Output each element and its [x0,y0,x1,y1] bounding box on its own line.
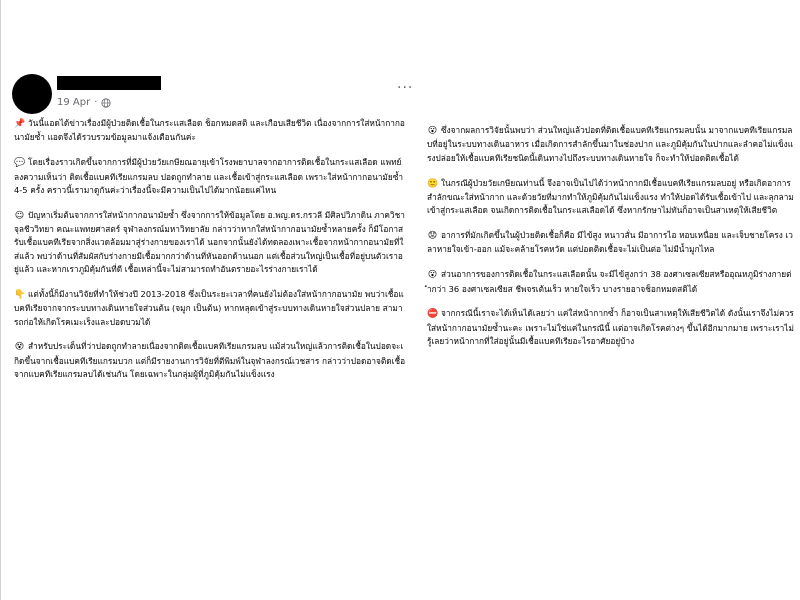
avatar[interactable] [12,74,52,114]
post-body-right-column [427,124,795,360]
paragraph-emoji-icon: 💬 [14,158,26,169]
post-paragraph [427,124,795,165]
paragraph-emoji-icon: 😟 [427,231,438,242]
post-body-left-column [14,117,406,393]
paragraph-emoji-icon: 🙂 [427,178,439,189]
paragraph-text: โดยเรื่องราวเกิดขึ้นจากการที่มีผู้ป่วยวัยเกษียณอายุเข้าโรงพยาบาลจากอาการติดเชื้อในกระแสเลือด แพทย์ลงความเห็นว่า ติดเชื้อแบคทีเรียแกรมลบ ปอดถูกทำลาย และเชื้อเข้าสู่กระแสเลือด เพราะใส่หน้ากากอนามัยซ้ำ 4-5 ครั้ง คราวนี้เรามาดูกันค่ะว่าเรื่องนี้จะมีความเป็นไปได้มากน้อยแค่ไหน [14,157,404,195]
post-paragraph [14,288,406,329]
paragraph-text: ปัญหาเริ่มต้นจากการใส่หน้ากากอนามัยซ้ำ ซึ่งจากการให้ข้อมูลโดย อ.พญ.ดร.กรวลี มีศิลปวิภาดิน ภาควิชาจุลชีววิทยา คณะแพทยศาสตร์ จุฬาลงกรณ์มหาวิทยาลัย กล่าวว่าหากใส่หน้ากากอนามัยซ้ำหลายครั้ง ก็มีโอกาสรับเชื้อแบคทีเรียจากสิ่งแวดล้อมมาสู่ร่างกายของเราได้ นอกจากนั้นยังได้ทดลองเพาะเชื้อจากหน้ากากอนามัยที่ใส่แล้ว พบว่าด้านที่สัมผัสกับร่างกายมีเชื้อมากกว่าด้านที่หันออกด้านนอก แต่เชื้อส่วนใหญ่เป็นเชื้อที่อยู่บนตัวเราอยู่แล้ว และหากเราภูมิคุ้มกันที่ดี เชื้อเหล่านี้จะไม่สามารถทำอันตรายอะไรร่างกายเราได้ [14,209,405,275]
paragraph-text: วันนี้แอดได้ข่าวเรื่องมีผู้ป่วยติดเชื้อในกระแสเลือด ช็อกหมดสติ และเกือบเสียชีวิต เนื่องจากการใส่หน้ากากอนามัยซ้ำ แอดจึงได้รวบรวมข้อมูลมาแจ้งเตือนกันค่ะ [14,118,405,143]
author-name-redacted[interactable] [57,76,161,90]
paragraph-emoji-icon: 😮 [427,126,438,136]
post-date[interactable]: 19 Apr [57,97,91,108]
paragraph-emoji-icon: 😵 [14,342,25,353]
paragraph-text: ในกรณีผู้ป่วยวัยเกษียณท่านนี้ จึงอาจเป็นไปได้ว่าหน้ากากมีเชื้อแบคทีเรียแกรมลบอยู่ หรือเกิดอาการสำลักขณะใส่หน้ากาก และด้วยวัยที่มากทำให้ภูมิคุ้มกันไม่แข็งแรง ทำให้ปอดได้รับเชื้อเข้าไป และลุกลามเข้าสู่กระแสเลือด จนเกิดการติดเชื้อในกระแสเลือดได้ ซึ่งหากรักษาไม่ทันก็อาจเป็นสาเหตุให้เสียชีวิต [427,177,794,216]
paragraph-emoji-icon: ⛔ [427,309,439,320]
paragraph-text: แต่ทั้งนี้ก็มีงานวิจัยที่ทำให้ช่วงปี 2013-2018 ซึ่งเป็นระยะเวลาที่คนยังไม่ต้องใส่หน้ากากอนามัย พบว่าเชื้อแบคทีเรียจากจากระบบทางเดินหายใจส่วนต้น (จมูก เป็นต้น) หากหลุดเข้าสู่ระบบทางเดินหายใจส่วนปลาย สามารถก่อให้เกิดโรคเมะเร็งและปอดบวมได้ [14,288,404,327]
paragraph-emoji-icon: 📌 [14,119,26,129]
paragraph-emoji-icon: ☺ [14,210,25,221]
post-paragraph [427,307,795,348]
globe-icon [101,98,111,108]
post-paragraph [14,340,406,381]
post-paragraph [427,268,795,296]
meta-separator: · [94,97,98,108]
paragraph-text: ซึ่งจากผลการวิจัยนั้นพบว่า ส่วนใหญ่แล้วปอดที่ติดเชื้อแบคทีเรียแกรมลบนั้น มาจากแบคทีเรียแกรมลบที่อยู่ในระบบทางเดินอาหาร เมื่อเกิดการสำลักขึ้นมาในช่องปาก และภูมิคุ้มกันในปากและลำคอไม่แข็งแรงปล่อยให้เชื้อแบคทีเรียชนิดนี้เดินทางไปถึงระบบทางเดินหายใจ ก็จะทำให้ปอดติดเชื้อได้ [427,125,794,163]
paragraph-text: สำหรับประเด็นที่ว่าปอดถูกทำลายเนื่องจากติดเชื้อแบคทีเรียแกรมลบ แม้ส่วนใหญ่แล้วการติดเชื้อในปอดจะเกิดขึ้นจากเชื้อแบคทีเรียแกรมบวก แต่ก็มีรายงานการวิจัยที่ตีพิมพ์ในจุฬาลงกรณ์เวชสาร กล่าวว่าปอดอาจติดเชื้อจากแบคทีเรียแกรมลบได้เช่นกัน โดยเฉพาะในกลุ่มผู้ที่ภูมิคุ้มกันไม่แข็งแรง [14,341,406,380]
post-paragraph [14,156,406,197]
paragraph-emoji-icon: 😮 [427,270,438,281]
card-left-border [0,0,1,600]
post-paragraph [427,177,795,218]
paragraph-emoji-icon: 👇 [14,289,26,300]
post-paragraph [14,117,406,145]
post-meta [57,97,111,108]
more-options-icon[interactable]: ··· [397,80,414,96]
post-paragraph [427,229,795,257]
paragraph-text: อาการที่มักเกิดขึ้นในผู้ป่วยติดเชื้อก็คือ มีไข้สูง หนาวสั่น มีอาการไอ หอบเหนื่อย และเจ็บชายโครง เวลาหายใจเข้า-ออก แม้จะคล้ายโรคหวัด แต่ปอดติดเชื้อจะไม่เป็นต่อ ไม่มีน้ำมูกไหล [427,230,793,255]
post-paragraph [14,209,406,277]
paragraph-text: ส่วนอาการของการติดเชื้อในกระแสเลือดนั้น จะมีไข้สูงกว่า 38 องศาเซลเซียสหรืออุณหภูมิร่างกายต่ำกว่า 36 องศาเซลเซียส ชีพจรเต้นเร็ว หายใจเร็ว บางรายอาจช็อกหมดสติได้ [427,269,792,294]
paragraph-text: จากกรณีนี้เราจะได้เห็นได้เลยว่า แค่ใส่หน้ากากซ้ำ ก็อาจเป็นสาเหตุให้เสียชีวิตได้ ดังนั้นเราจึงไม่ควรใส่หน้ากากอนามัยซ้ำนะคะ เพราะไม่ใช่แค่ในกรณีนี้ แต่อาจเกิดโรคต่างๆ ขึ้นได้อีกมากมาย เพราะเราไม่รู้เลยว่าหน้ากากที่ใส่อยู่นั้นมีเชื้อแบคทีเรียอะไรอาศัยอยู่บ้าง [427,308,794,347]
